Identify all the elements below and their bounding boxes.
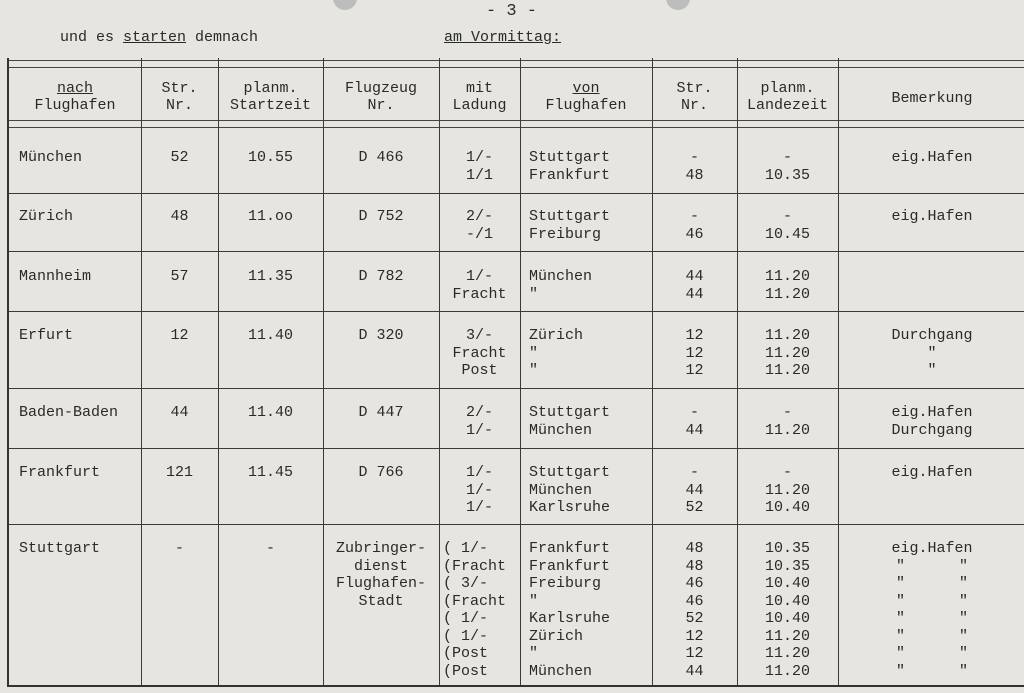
cell-land: 11.20 11.20 xyxy=(764,268,810,303)
cell-note: eig.Hafen xyxy=(891,149,973,166)
cell-dest: Zürich xyxy=(19,208,74,225)
cell-from: Zürich " " xyxy=(529,327,584,379)
top-double-rule xyxy=(9,60,1024,68)
cell-cargo: 2/- -/1 xyxy=(465,208,493,243)
col-divider xyxy=(520,58,521,685)
header-double-rule xyxy=(9,120,1024,128)
cell-from: Stuttgart Frankfurt xyxy=(529,149,611,184)
row-divider xyxy=(9,251,1024,252)
section-title: am Vormittag: xyxy=(444,29,562,46)
cell-plane: D 782 xyxy=(358,268,404,285)
header-str-nr-2: Str. Nr. xyxy=(676,80,713,114)
cell-from: Stuttgart Freiburg xyxy=(529,208,611,243)
cell-str2: 12 12 12 xyxy=(685,327,704,379)
row-divider xyxy=(9,388,1024,389)
cell-dest: Stuttgart xyxy=(19,540,101,557)
cell-start: 11.40 xyxy=(247,404,293,421)
cell-str: 121 xyxy=(165,464,193,481)
header-von-flughafen: von Flughafen xyxy=(545,80,627,114)
cell-cargo: ( 1/- (Fracht ( 3/- (Fracht ( 1/- ( 1/- (Post (Post xyxy=(443,540,507,680)
cell-land: - 10.45 xyxy=(764,208,810,243)
cell-dest: Baden-Baden xyxy=(19,404,119,421)
cell-dest: München xyxy=(19,149,83,166)
cell-note: eig.Hafen xyxy=(891,208,973,225)
cell-start: 10.55 xyxy=(247,149,293,166)
cell-start: 11.35 xyxy=(247,268,293,285)
cell-note: Durchgang " " xyxy=(891,327,973,379)
header-str-nr: Str. Nr. xyxy=(161,80,198,114)
cell-land: - 10.35 xyxy=(764,149,810,184)
cell-str: 52 xyxy=(170,149,189,166)
cell-from: München " xyxy=(529,268,593,303)
cell-plane: D 752 xyxy=(358,208,404,225)
header-nach-flughafen: nach Flughafen xyxy=(34,80,116,114)
cell-note: eig.Hafen " " " " " " " " " " " " " " xyxy=(891,540,973,680)
header-bemerkung: Bemerkung xyxy=(891,90,973,107)
row-divider xyxy=(9,193,1024,194)
header-startzeit: planm. Startzeit xyxy=(229,80,311,114)
cell-dest: Frankfurt xyxy=(19,464,101,481)
cell-str2: - 44 52 xyxy=(685,464,704,516)
cell-str: - xyxy=(174,540,184,557)
cell-land: 10.35 10.35 10.40 10.40 10.40 11.20 11.20 11.20 xyxy=(764,540,810,680)
cell-str2: - 46 xyxy=(685,208,704,243)
cell-str2: 48 48 46 46 52 12 12 44 xyxy=(685,540,704,680)
cell-cargo: 3/- Fracht Post xyxy=(452,327,507,379)
punch-hole-right xyxy=(666,0,690,10)
cell-str: 44 xyxy=(170,404,189,421)
cell-start: 11.40 xyxy=(247,327,293,344)
cell-from: Stuttgart München xyxy=(529,404,611,439)
cell-dest: Erfurt xyxy=(19,327,74,344)
cell-note: eig.Hafen xyxy=(891,464,973,481)
row-divider xyxy=(9,448,1024,449)
page-number: - 3 - xyxy=(486,2,538,21)
cell-cargo: 1/- 1/1 xyxy=(465,149,493,184)
cell-from: Stuttgart München Karlsruhe xyxy=(529,464,611,516)
cell-str: 12 xyxy=(170,327,189,344)
cell-str: 57 xyxy=(170,268,189,285)
intro-text: und es starten demnach xyxy=(60,29,259,46)
cell-cargo: 1/- 1/- 1/- xyxy=(465,464,493,516)
cell-note: eig.Hafen Durchgang xyxy=(891,404,973,439)
cell-cargo: 1/- Fracht xyxy=(452,268,507,303)
cell-land: - 11.20 xyxy=(764,404,810,439)
cell-plane: Zubringer- dienst Flughafen- Stadt xyxy=(335,540,426,610)
cell-str2: - 44 xyxy=(685,404,704,439)
cell-start: - xyxy=(265,540,275,557)
cell-from: Frankfurt Frankfurt Freiburg " Karlsruhe Zürich " München xyxy=(529,540,611,680)
cell-plane: D 320 xyxy=(358,327,404,344)
cell-str: 48 xyxy=(170,208,189,225)
cell-str2: 44 44 xyxy=(685,268,704,303)
row-divider xyxy=(9,524,1024,525)
cell-dest: Mannheim xyxy=(19,268,92,285)
cell-start: 11.oo xyxy=(247,208,293,225)
punch-hole-left xyxy=(333,0,357,10)
row-divider xyxy=(9,311,1024,312)
cell-land: - 11.20 10.40 xyxy=(764,464,810,516)
cell-plane: D 766 xyxy=(358,464,404,481)
header-flugzeug: Flugzeug Nr. xyxy=(344,80,417,114)
cell-str2: - 48 xyxy=(685,149,704,184)
header-landezeit: planm. Landezeit xyxy=(746,80,828,114)
cell-start: 11.45 xyxy=(247,464,293,481)
header-ladung: mit Ladung xyxy=(452,80,507,114)
cell-land: 11.20 11.20 11.20 xyxy=(764,327,810,379)
cell-cargo: 2/- 1/- xyxy=(465,404,493,439)
cell-plane: D 447 xyxy=(358,404,404,421)
flight-table xyxy=(7,58,1024,687)
cell-plane: D 466 xyxy=(358,149,404,166)
